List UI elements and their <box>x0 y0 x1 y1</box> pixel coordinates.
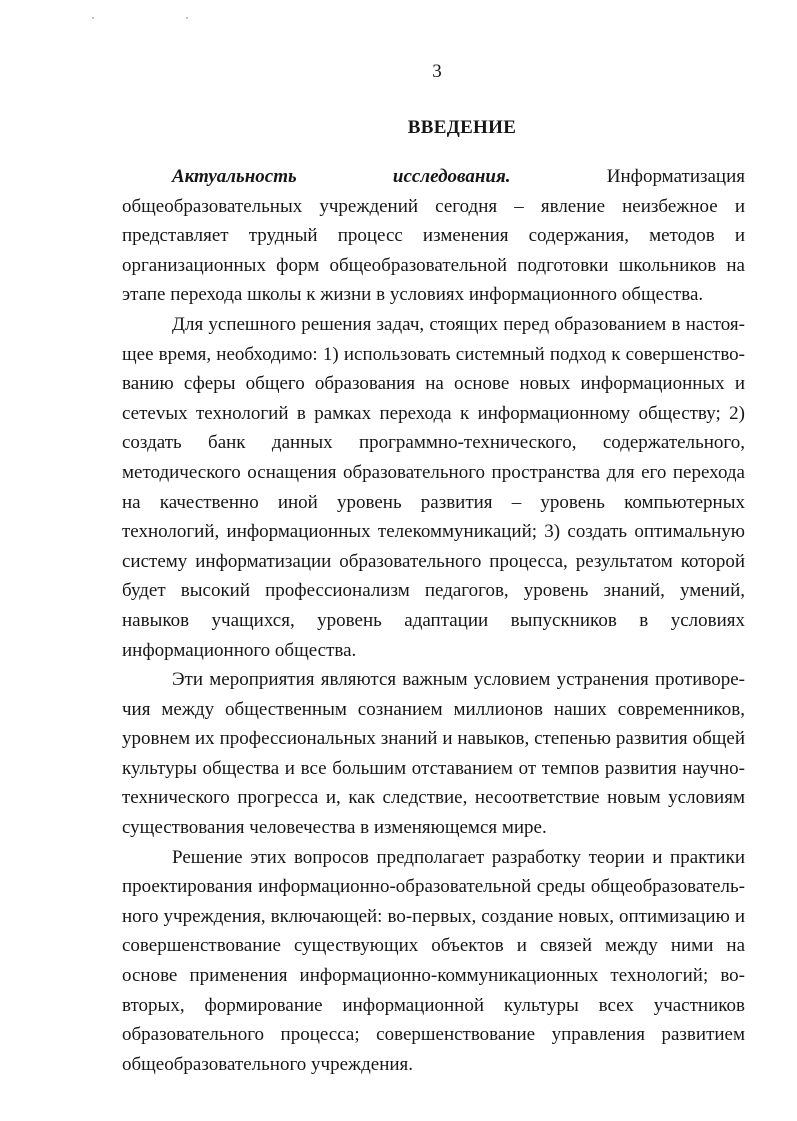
page-title: ВВЕДЕНИЕ <box>407 117 517 138</box>
document-body <box>122 162 745 1079</box>
scan-speck <box>186 17 188 19</box>
paragraph-lead: Актуальность исследования. <box>172 166 511 187</box>
paragraph-tasks: Для успешного решения задач, стоящих перед образованием в настоящее время, необходимо: 1) использовать системный подход к совершенствованию сферы общего образования на основе новых информационных и сетеvых технологий в рамках перехода к информационному обществу; 2) создать банк данных программно-технического, содержательного, методического оснащения образовательного пространства для его перехода на качественно иной уровень развития – уровень компьютерных технологий, информационных телекоммуникаций; 3) создать оптимальную систему информатизации образовательного процесса, результатом которой будет высокий профессионализм педагогов, уровень знаний, умений, навыков учащихся, уровень адаптации выпускников в условиях информационного общества. <box>122 313 745 661</box>
paragraph-solution: Решение этих вопросов предполагает разработку теории и практики проектирования информационно-образовательной среды общеобразовательного учреждения, включающей: во-первых, создание новых, оптимизацию и совершенствование существующих объектов и связей между ними на основе применения информационно-коммуникационных технологий; во-вторых, формирование информационной культуры всех участников образовательного процесса; совершенствование управления развитием общеобразовательного учреждения. <box>122 846 745 1075</box>
paragraph-text: Информатизация общеобразовательных учреждений сегодня – явление неизбежное и представляет трудный процесс изменения содержания, методов и организационных форм общеобразовательной подготовки школьников на этапе перехода школы к жизни в условиях информационного общества. <box>122 166 746 306</box>
page-number: 3 <box>432 61 442 82</box>
paragraph-relevance <box>122 162 745 310</box>
scan-speck <box>92 17 94 19</box>
paragraph-measures: Эти мероприятия являются важным условием устранения противоречия между общественным сознанием миллионов наших современников, уровнем их профессиональных знаний и навыков, степенью развития общей культуры общества и все большим отставанием от темпов развития научно-технического прогресса и, как следствие, несоответствие новым условиям существования человечества в изменяющемся мире. <box>122 669 745 839</box>
